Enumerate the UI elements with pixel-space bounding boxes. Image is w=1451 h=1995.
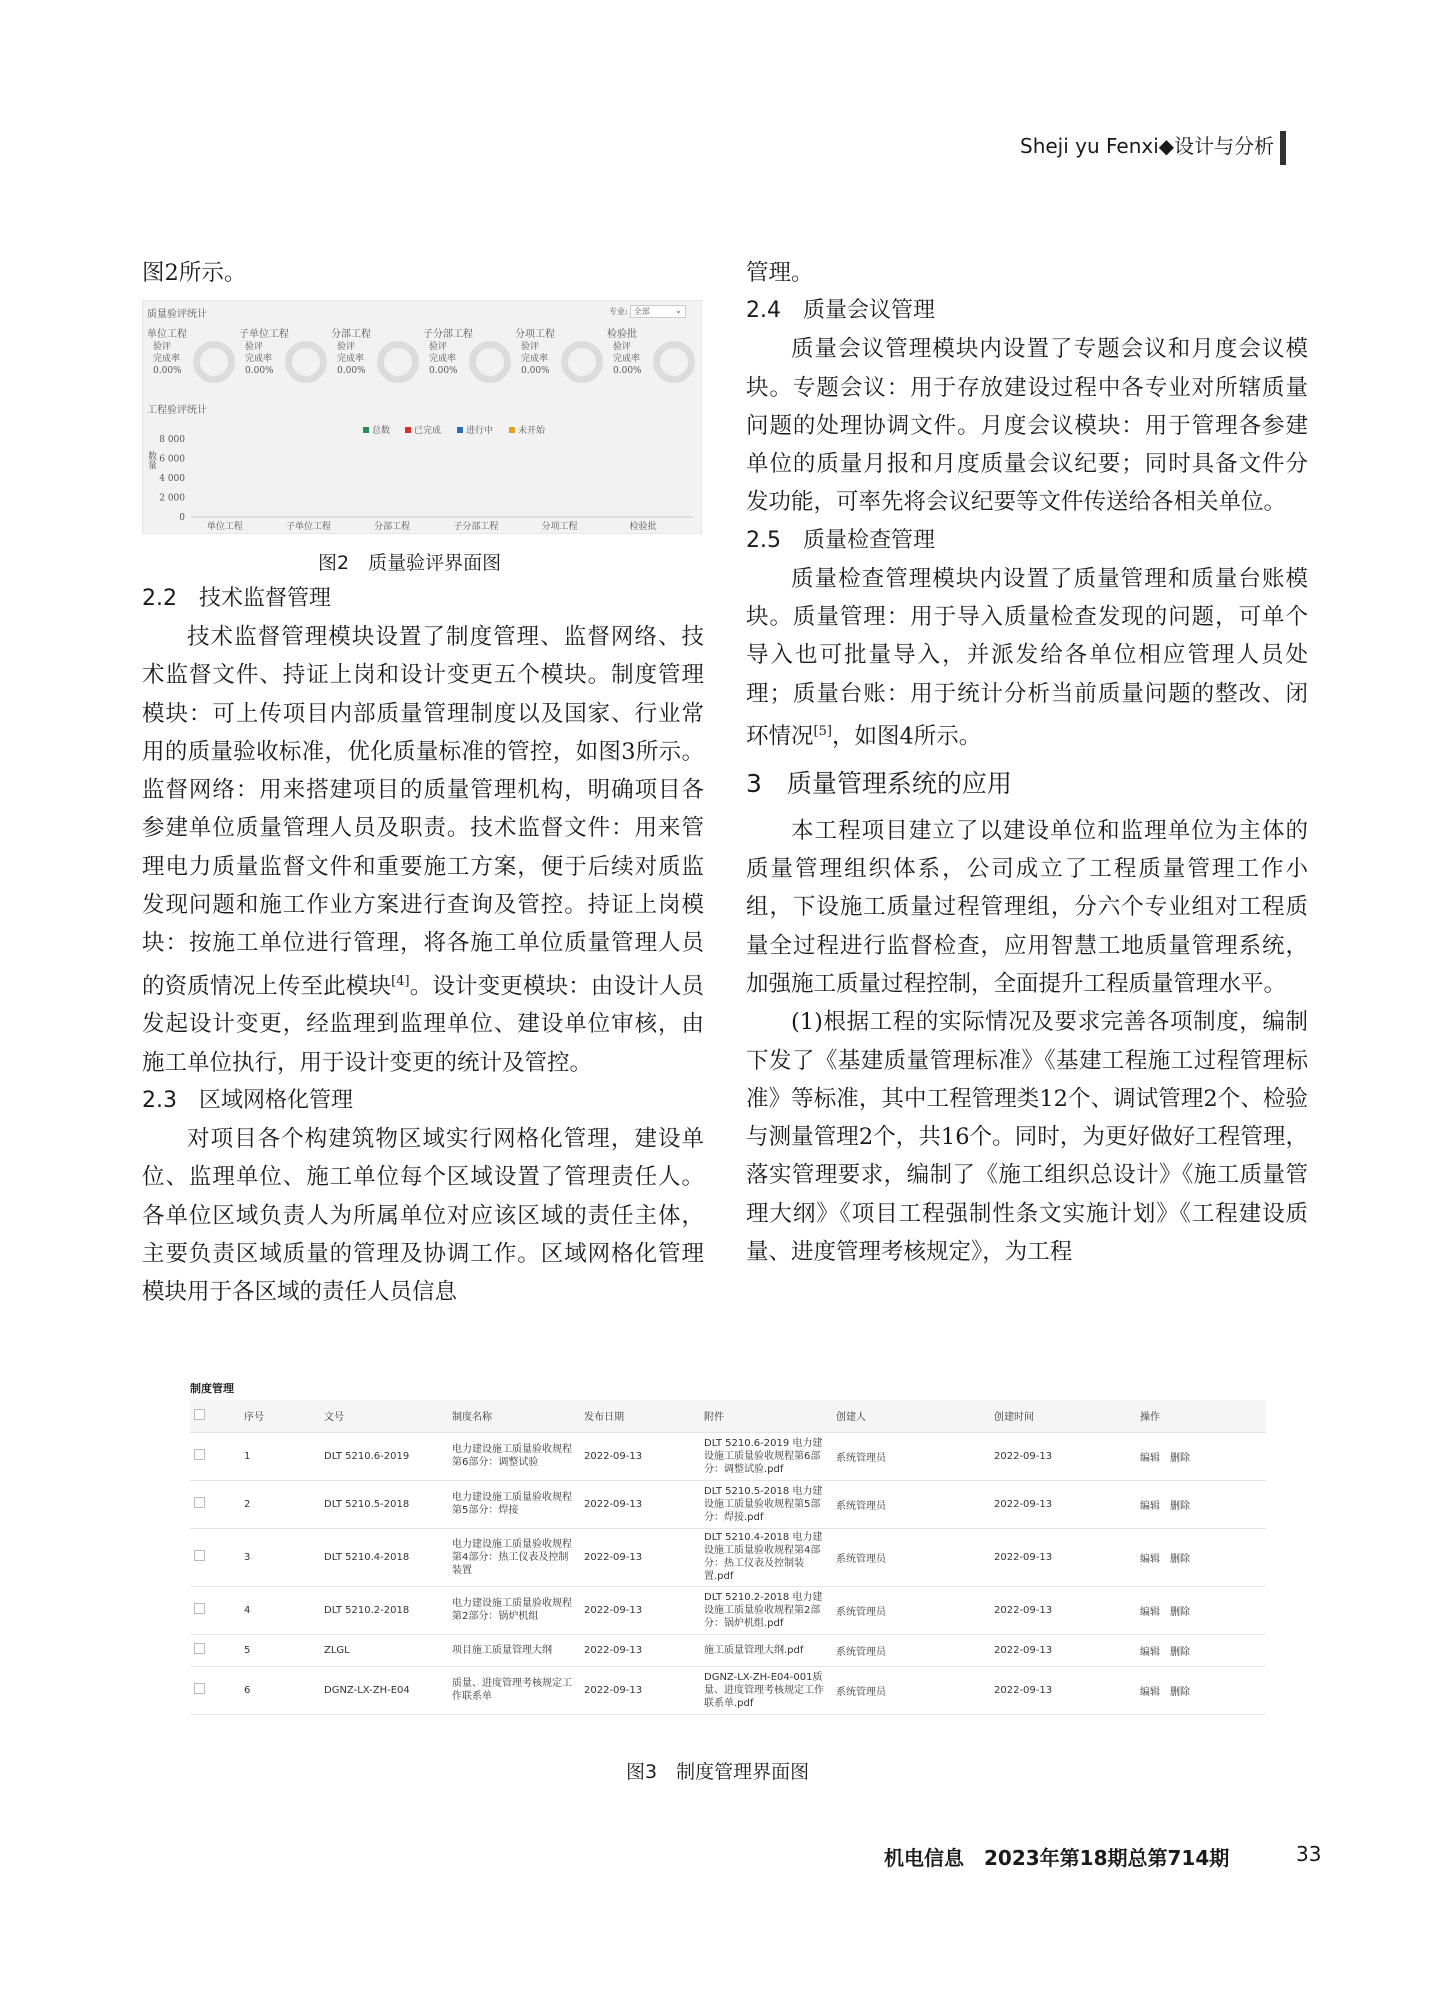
table-row: [190, 1586, 1266, 1634]
cell-date: 2022-09-13: [580, 1480, 700, 1528]
cell-no: 2: [240, 1480, 320, 1528]
y-tick-label: 2 000: [159, 493, 185, 504]
fig2-bar-chart: [143, 401, 703, 533]
row-checkbox[interactable]: [194, 1683, 205, 1694]
progress-ring: [561, 341, 603, 383]
legend-label: 未开始: [518, 426, 546, 436]
cell-name: 电力建设施工质量验收规程 第4部分：热工仪表及控制装置: [448, 1528, 580, 1586]
heading-2-2: 2.2 技术监督管理: [142, 586, 331, 611]
unit-pct: 0.00%: [245, 366, 274, 376]
policy-table: [190, 1400, 1266, 1715]
figure-3-policy-management: [190, 1378, 1266, 1740]
x-tick-label: 子单位工程: [285, 522, 332, 532]
unit-labels: [337, 341, 366, 377]
row-checkbox-cell: [190, 1480, 240, 1528]
legend-swatch: [457, 427, 463, 433]
cell-ctime: 2022-09-13: [990, 1666, 1136, 1714]
cell-attachment[interactable]: DLT 5210.5-2018 电力建设施工质量验收规程第5部分：焊接.pdf: [700, 1480, 832, 1528]
column-header: 创建时间: [990, 1400, 1136, 1432]
edit-link[interactable]: 编辑: [1140, 1606, 1160, 1618]
column-header: 附件: [700, 1400, 832, 1432]
unit-pct: 0.00%: [337, 366, 366, 376]
cell-actions: [1136, 1480, 1266, 1528]
cell-ctime: 2022-09-13: [990, 1528, 1136, 1586]
cell-actions: [1136, 1528, 1266, 1586]
cell-actions: [1136, 1586, 1266, 1634]
y-tick-label: 4 000: [159, 474, 185, 484]
cell-code: DLT 5210.6-2019: [320, 1432, 448, 1480]
footer-journal: 机电信息 2023年第18期总第714期: [884, 1846, 1230, 1870]
heading-3: 3 质量管理系统的应用: [746, 768, 1012, 798]
cell-date: 2022-09-13: [580, 1666, 700, 1714]
cell-attachment[interactable]: DGNZ-LX-ZH-E04-001质量、进度管理考核规定工作联系单.pdf: [700, 1666, 832, 1714]
cell-code: DGNZ-LX-ZH-E04: [320, 1666, 448, 1714]
unit-label-1: 验评: [521, 342, 540, 352]
row-checkbox[interactable]: [194, 1449, 205, 1460]
row-checkbox[interactable]: [194, 1603, 205, 1614]
delete-link[interactable]: 删除: [1170, 1686, 1190, 1698]
row-checkbox-cell: [190, 1432, 240, 1480]
unit-name: 检验批: [607, 329, 637, 340]
unit-label-2: 完成率: [153, 354, 181, 364]
cell-code: DLT 5210.5-2018: [320, 1480, 448, 1528]
filter-value: 全部: [633, 307, 650, 316]
cell-no: 6: [240, 1666, 320, 1714]
unit-name: 分部工程: [331, 329, 371, 340]
edit-link[interactable]: 编辑: [1140, 1500, 1160, 1512]
cell-name: 质量、进度管理考核规定工作联系单: [448, 1666, 580, 1714]
unit-label-2: 完成率: [613, 354, 641, 364]
unit-label-2: 完成率: [521, 354, 549, 364]
delete-link[interactable]: 删除: [1170, 1646, 1190, 1658]
cell-attachment[interactable]: DLT 5210.6-2019 电力建设施工质量验收规程第6部分：调整试验.pdf: [700, 1432, 832, 1480]
legend-swatch: [405, 427, 411, 433]
table-body: [190, 1432, 1266, 1714]
row-checkbox-cell: [190, 1528, 240, 1586]
filter-label: [609, 305, 686, 318]
unit-labels: [153, 341, 182, 377]
delete-link[interactable]: 删除: [1170, 1500, 1190, 1512]
cell-attachment[interactable]: 施工质量管理大纲.pdf: [700, 1634, 832, 1666]
cell-ctime: 2022-09-13: [990, 1586, 1136, 1634]
filter-label-text: 专业:: [609, 307, 628, 316]
y-tick-label: 8 000: [159, 435, 185, 445]
unit-name: 分项工程: [515, 329, 555, 340]
unit-labels: [613, 341, 642, 377]
cell-name: 电力建设施工质量验收规程 第2部分：锅炉机组: [448, 1586, 580, 1634]
cell-date: 2022-09-13: [580, 1528, 700, 1586]
unit-label-1: 验评: [245, 342, 264, 352]
citation-4: [4]: [391, 973, 410, 989]
cell-creator: 系统管理员: [832, 1634, 990, 1666]
unit-labels: [245, 341, 274, 377]
cell-name: 电力建设施工质量验收规程 第6部分：调整试验: [448, 1432, 580, 1480]
x-tick-label: 子分部工程: [453, 522, 499, 532]
right-para-4: (1)根据工程的实际情况及要求完善各项制度，编制下发了《基建质量管理标准》《基建工程施工过程管理标准》等标准，其中工程管理类12个、调试管理2个、检验与测量管理2个，共16个。同时，为更好做好工程管理，落实管理要求，编制了《施工组织总设计》《施工质量管理大纲》《项目工程强制性条文实施计划》《工程建设质量、进度管理考核规定》，为工程: [746, 1009, 1308, 1266]
cell-creator: 系统管理员: [832, 1586, 990, 1634]
cell-creator: 系统管理员: [832, 1480, 990, 1528]
cell-creator: 系统管理员: [832, 1666, 990, 1714]
left-para-1-text: 技术监督管理模块设置了制度管理、监督网络、技术监督文件、持证上岗和设计变更五个模块。制度管理模块：可上传项目内部质量管理制度以及国家、行业常用的质量验收标准，优化质量标准的管控，如图3所示。监督网络：用来搭建项目的质量管理机构，明确项目各参建单位质量管理人员及职责。技术监督文件：用来管理电力质量监督文件和重要施工方案，便于后续对质监发现问题和施工作业方案进行查询及管控。持证上岗模块：按施工单位进行管理，将各施工单位质量管理人员的资质情况上传至此模块: [142, 624, 704, 1000]
cell-code: DLT 5210.2-2018: [320, 1586, 448, 1634]
right-para-2-tail: ，如图4所示。: [831, 723, 982, 750]
running-header: [1020, 130, 1286, 165]
unit-labels: [521, 341, 550, 377]
unit-label-1: 验评: [153, 342, 172, 352]
fig2-caption: 图2 质量验评界面图: [318, 552, 502, 574]
progress-ring: [653, 341, 695, 383]
unit-label-2: 完成率: [337, 354, 365, 364]
delete-link[interactable]: 删除: [1170, 1606, 1190, 1618]
left-para-1: [142, 618, 704, 1082]
x-tick-label: 分项工程: [541, 522, 578, 532]
column-header: 制度名称: [448, 1400, 580, 1432]
cell-name: 项目施工质量管理大纲: [448, 1634, 580, 1666]
fig2-title: 质量验评统计: [147, 309, 207, 320]
left-para-0: 图2所示。: [142, 260, 247, 286]
right-para-2-text: 质量检查管理模块内设置了质量管理和质量台账模块。质量管理：用于导入质量检查发现的问题，可单个导入也可批量导入，并派发给各单位相应管理人员处理；质量台账：用于统计分析当前质量问题的整改、闭环情况: [746, 565, 1308, 750]
table-row: [190, 1528, 1266, 1586]
row-checkbox-cell: [190, 1666, 240, 1714]
cell-code: DLT 5210.4-2018: [320, 1528, 448, 1586]
edit-link[interactable]: 编辑: [1140, 1553, 1160, 1565]
figure-2-quality-evaluation: [142, 300, 702, 534]
right-para-1: 质量会议管理模块内设置了专题会议和月度会议模块。专题会议：用于存放建设过程中各专业对所辖质量问题的处理协调文件。月度会议模块：用于管理各参建单位的质量月报和月度质量会议纪要；同时具备文件分发功能，可率先将会议纪要等文件传送给各相关单位。: [746, 336, 1308, 516]
row-checkbox-cell: [190, 1586, 240, 1634]
fig3-title: 制度管理: [190, 1382, 234, 1395]
heading-2-5: 2.5 质量检查管理: [746, 527, 935, 553]
progress-ring: [285, 341, 327, 383]
page-number: 33: [1296, 1842, 1322, 1866]
x-tick-label: 检验批: [629, 522, 657, 532]
cell-ctime: 2022-09-13: [990, 1432, 1136, 1480]
select-all-checkbox[interactable]: [194, 1409, 205, 1420]
fig2-ylabel: 数量: [146, 451, 156, 469]
column-header: 文号: [320, 1400, 448, 1432]
row-checkbox[interactable]: [194, 1550, 205, 1561]
cell-no: 3: [240, 1528, 320, 1586]
cell-creator: 系统管理员: [832, 1432, 990, 1480]
cell-actions: [1136, 1432, 1266, 1480]
legend-swatch: [509, 427, 515, 433]
header-bar: [1280, 131, 1286, 165]
left-column-main: [142, 580, 704, 1312]
cell-no: 4: [240, 1586, 320, 1634]
unit-label-1: 验评: [613, 342, 632, 352]
column-header: 创建人: [832, 1400, 990, 1432]
x-tick-label: 单位工程: [206, 522, 243, 532]
cell-name: 电力建设施工质量验收规程 第5部分：焊接: [448, 1480, 580, 1528]
cell-date: 2022-09-13: [580, 1634, 700, 1666]
cell-creator: 系统管理员: [832, 1528, 990, 1586]
table-row: [190, 1480, 1266, 1528]
unit-name: 子分部工程: [423, 329, 473, 340]
progress-ring: [377, 341, 419, 383]
cell-date: 2022-09-13: [580, 1586, 700, 1634]
delete-link[interactable]: 删除: [1170, 1553, 1190, 1565]
table-row: [190, 1432, 1266, 1480]
left-para-1-tail: 。设计变更模块：由设计人员发起设计变更，经监理到监理单位、建设单位审核，由施工单位执行，用于设计变更的统计及管控。: [142, 973, 704, 1076]
legend-label: 进行中: [466, 426, 494, 436]
filter-select[interactable]: [630, 305, 686, 318]
row-checkbox-cell: [190, 1634, 240, 1666]
cell-attachment[interactable]: DLT 5210.2-2018 电力建设施工质量验收规程第2部分：锅炉机组.pdf: [700, 1586, 832, 1634]
unit-label-1: 验评: [337, 342, 356, 352]
table-row: [190, 1634, 1266, 1666]
select-all-checkbox-cell: [190, 1400, 240, 1432]
unit-pct: 0.00%: [429, 366, 458, 376]
cell-no: 5: [240, 1634, 320, 1666]
chevron-down-icon: ⌄: [675, 306, 682, 315]
progress-ring: [469, 341, 511, 383]
cell-ctime: 2022-09-13: [990, 1634, 1136, 1666]
cell-date: 2022-09-13: [580, 1432, 700, 1480]
column-header: 序号: [240, 1400, 320, 1432]
unit-label-1: 验评: [429, 342, 448, 352]
legend-label: 已完成: [414, 426, 442, 436]
heading-2-4: 2.4 质量会议管理: [746, 298, 935, 324]
x-tick-label: 分部工程: [374, 522, 411, 532]
unit-name: 子单位工程: [239, 329, 289, 340]
fig2-chart-title: 工程验评统计: [147, 405, 207, 416]
legend-swatch: [363, 427, 369, 433]
y-tick-label: 0: [179, 513, 185, 523]
unit-pct: 0.00%: [153, 366, 182, 376]
unit-pct: 0.00%: [613, 366, 642, 376]
header-text: Sheji yu Fenxi◆设计与分析: [1020, 134, 1275, 158]
progress-ring: [193, 341, 235, 383]
delete-link[interactable]: 删除: [1170, 1452, 1190, 1464]
cell-actions: [1136, 1634, 1266, 1666]
cell-attachment[interactable]: DLT 5210.4-2018 电力建设施工质量验收规程第4部分：热工仪表及控制装置.pdf: [700, 1528, 832, 1586]
cell-code: ZLGL: [320, 1634, 448, 1666]
unit-name: 单位工程: [147, 329, 187, 340]
heading-2-3: 2.3 区域网格化管理: [142, 1088, 353, 1114]
right-para-2: [746, 560, 1308, 756]
cell-actions: [1136, 1666, 1266, 1714]
unit-label-2: 完成率: [429, 354, 457, 364]
unit-pct: 0.00%: [521, 366, 550, 376]
y-tick-label: 6 000: [159, 454, 185, 465]
right-para-3: 本工程项目建立了以建设单位和监理单位为主体的质量管理组织体系，公司成立了工程质量管理工作小组，下设施工质量过程管理组，分六个专业组对工程质量全过程进行监督检查，应用智慧工地质量管理系统，加强施工质量过程控制，全面提升工程质量管理水平。: [746, 817, 1308, 997]
table-row: [190, 1666, 1266, 1714]
column-header: 操作: [1136, 1400, 1266, 1432]
row-checkbox[interactable]: [194, 1643, 205, 1654]
left-column-top: [142, 254, 704, 292]
cell-no: 1: [240, 1432, 320, 1480]
right-column: [746, 254, 1308, 1271]
fig3-caption: 图3 制度管理界面图: [626, 1761, 810, 1783]
row-checkbox[interactable]: [194, 1497, 205, 1508]
unit-labels: [429, 341, 458, 377]
legend-label: 总数: [372, 426, 391, 436]
unit-label-2: 完成率: [245, 354, 273, 364]
table-header-row: [190, 1400, 1266, 1432]
right-para-0: 管理。: [746, 260, 814, 286]
cell-ctime: 2022-09-13: [990, 1480, 1136, 1528]
edit-link[interactable]: 编辑: [1140, 1452, 1160, 1464]
left-para-2: 对项目各个构建筑物区域实行网格化管理，建设单位、监理单位、施工单位每个区域设置了管理责任人。各单位区域负责人为所属单位对应该区域的责任主体，主要负责区域质量的管理及协调工作。区域网格化管理模块用于各区域的责任人员信息: [142, 1126, 704, 1306]
citation-5: [5]: [813, 723, 832, 739]
edit-link[interactable]: 编辑: [1140, 1686, 1160, 1698]
edit-link[interactable]: 编辑: [1140, 1646, 1160, 1658]
column-header: 发布日期: [580, 1400, 700, 1432]
